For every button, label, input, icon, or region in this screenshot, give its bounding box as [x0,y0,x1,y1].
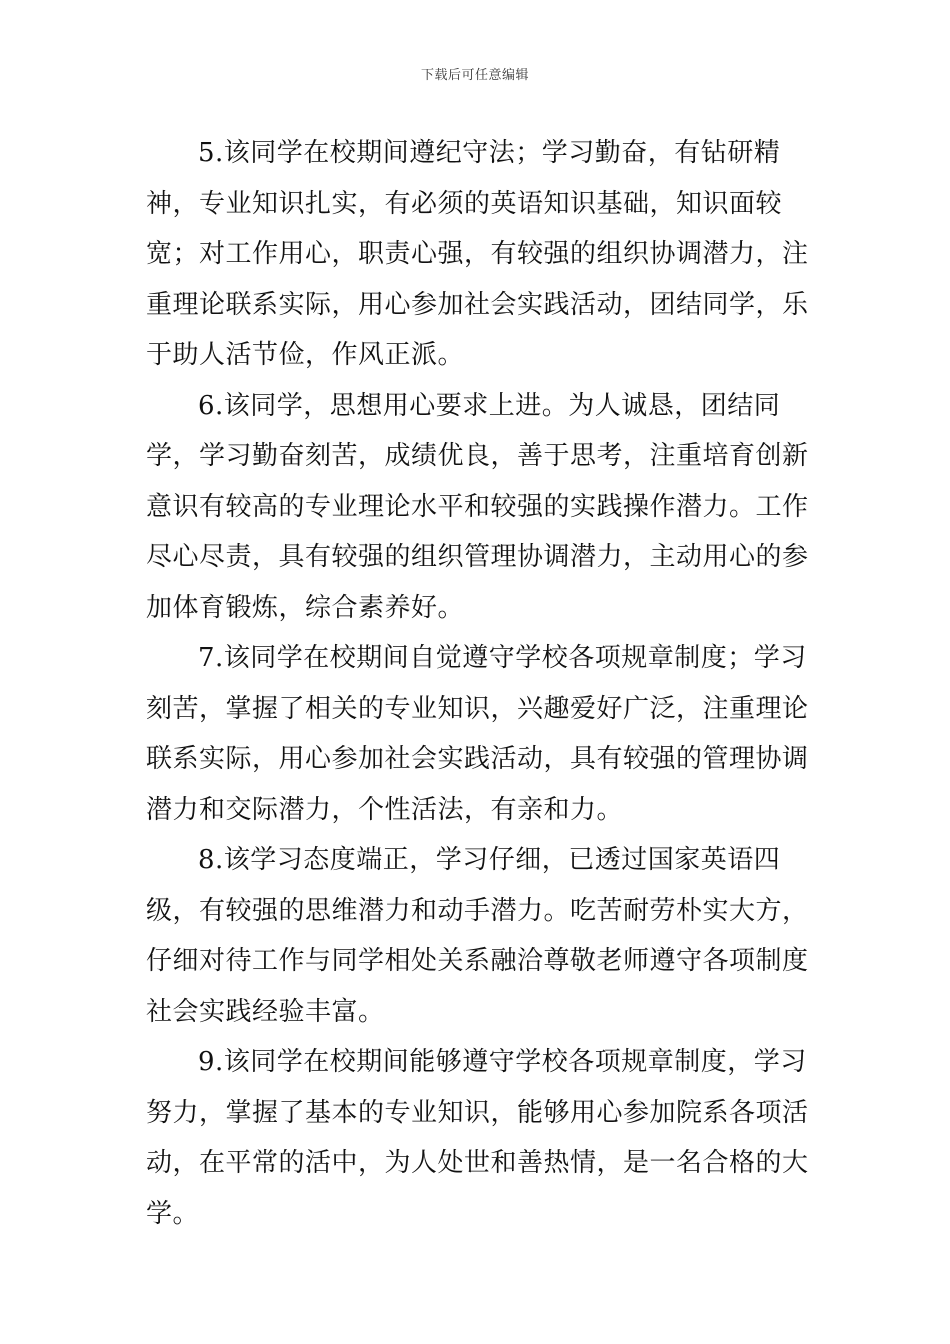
paragraph-7: 7.该同学在校期间自觉遵守学校各项规章制度；学习刻苦，掌握了相关的专业知识，兴趣爱好广泛，注重理论联系实际，用心参加社会实践活动，具有较强的管理协调潜力和交际潜力，个性活法，有亲和力。 [146,643,809,825]
page-header: 下载后可任意编辑 [420,68,529,83]
paragraph-5: 5.该同学在校期间遵纪守法；学习勤奋，有钻研精神，专业知识扎实，有必须的英语知识基础，知识面较宽；对工作用心，职责心强，有较强的组织协调潜力，注重理论联系实际，用心参加社会实践活动，团结同学，乐于助人活节俭，作风正派。 [146,138,809,370]
paragraph-8: 8.该学习态度端正，学习仔细，已透过国家英语四级，有较强的思维潜力和动手潜力。吃苦耐劳朴实大方，仔细对待工作与同学相处关系融洽尊敬老师遵守各项制度社会实践经验丰富。 [146,845,809,1027]
document-body [146,128,814,1239]
paragraph-6: 6.该同学，思想用心要求上进。为人诚恳，团结同学，学习勤奋刻苦，成绩优良，善于思考，注重培育创新意识有较高的专业理论水平和较强的实践操作潜力。工作尽心尽责，具有较强的组织管理协调潜力，主动用心的参加体育锻炼，综合素养好。 [146,390,809,623]
paragraph-9: 9.该同学在校期间能够遵守学校各项规章制度，学习努力，掌握了基本的专业知识，能够用心参加院系各项活动，在平常的活中，为人处世和善热情，是一名合格的大学。 [146,1047,809,1229]
